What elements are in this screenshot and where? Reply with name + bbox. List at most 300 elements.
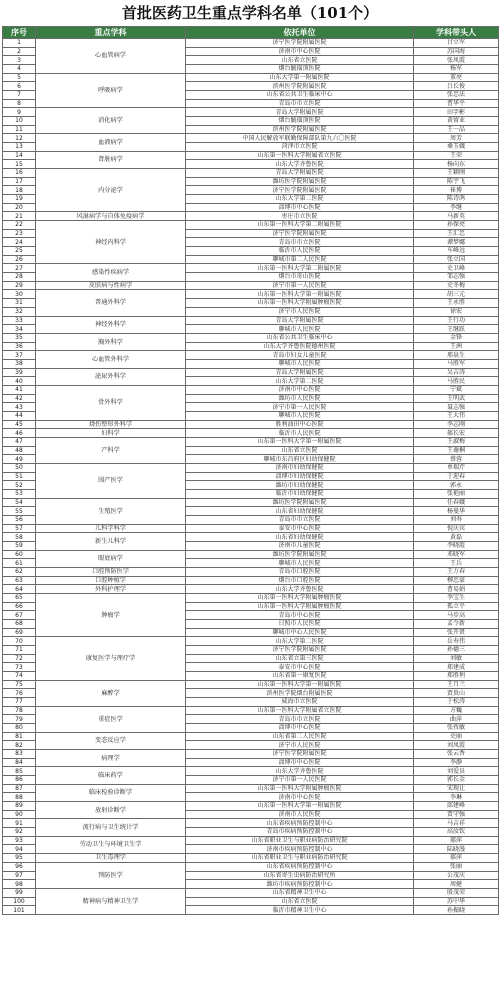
row-institution: 山东省公共卫生临床中心 (186, 333, 414, 342)
row-leader: 刘爱员 (414, 767, 499, 776)
row-institution: 泰安市中心医院 (186, 524, 414, 533)
row-seq: 64 (3, 585, 36, 594)
row-leader: 曹华平 (414, 99, 499, 108)
row-discipline: 血液病学 (36, 134, 186, 151)
row-leader: 宋现让 (414, 784, 499, 793)
row-discipline: 临床检验诊断学 (36, 784, 186, 801)
table-row (3, 637, 499, 646)
row-seq: 97 (3, 871, 36, 880)
row-seq: 29 (3, 281, 36, 290)
row-leader: 田字彬 (414, 108, 499, 117)
row-institution: 聊城市人民医院 (186, 325, 414, 334)
row-institution: 潍坊医学院附属医院 (186, 550, 414, 559)
row-institution: 烟台毓璜顶医院 (186, 117, 414, 126)
row-institution: 山东省立第三医院 (186, 654, 414, 663)
table-row (3, 212, 499, 221)
row-leader: 曹易娟 (414, 585, 499, 594)
row-institution: 山东省公共卫生临床中心 (186, 91, 414, 100)
row-discipline: 泌尿外科学 (36, 368, 186, 385)
row-institution: 济南市疾病预防控制中心 (186, 845, 414, 854)
row-institution: 泰安市中心医院 (186, 663, 414, 672)
row-institution: 临沂市人民医院 (186, 247, 414, 256)
row-seq: 32 (3, 307, 36, 316)
row-discipline: 康复医学与理疗学 (36, 637, 186, 680)
row-institution: 济南市中心医院 (186, 793, 414, 802)
row-seq: 94 (3, 845, 36, 854)
row-institution: 滨州医学院附属医院 (186, 125, 414, 134)
table-row (3, 819, 499, 828)
row-institution: 济宁医学院附属医院 (186, 750, 414, 759)
row-discipline: 口腔预防医学 (36, 567, 186, 576)
row-leader: 陈宇飞 (414, 177, 499, 186)
row-seq: 57 (3, 524, 36, 533)
table-row (3, 429, 499, 438)
row-institution: 济南市儿童医院 (186, 541, 414, 550)
row-leader: 金锋 (414, 333, 499, 342)
row-discipline: 神经内科学 (36, 221, 186, 264)
row-leader: 马胜军 (414, 359, 499, 368)
row-institution: 淄博市中心医院 (186, 203, 414, 212)
row-seq: 100 (3, 897, 36, 906)
row-discipline: 普通外科学 (36, 290, 186, 316)
row-leader: 李晓霞 (414, 541, 499, 550)
row-seq: 98 (3, 880, 36, 889)
row-leader: 马步高 (414, 611, 499, 620)
row-leader: 郝长宏 (414, 429, 499, 438)
row-leader: 倪庆宾 (414, 524, 499, 533)
row-seq: 21 (3, 212, 36, 221)
row-institution: 济南市中心医院 (186, 47, 414, 56)
row-leader: 柳忠豪 (414, 576, 499, 585)
row-leader: 单瑞芹 (414, 463, 499, 472)
row-institution: 枣庄市立医院 (186, 212, 414, 221)
table-row (3, 750, 499, 759)
row-leader: 苏国海 (414, 47, 499, 56)
row-institution: 山东大学齐鲁医院 (186, 767, 414, 776)
row-seq: 22 (3, 221, 36, 230)
row-leader: 于松涛 (414, 698, 499, 707)
row-institution: 山东第一医科大学附属肿瘤医院 (186, 784, 414, 793)
row-leader: 王洲 (414, 342, 499, 351)
row-leader: 王永胜 (414, 299, 499, 308)
row-seq: 24 (3, 238, 36, 247)
row-institution: 山东大学第二医院 (186, 195, 414, 204)
row-seq: 47 (3, 437, 36, 446)
row-institution: 济宁医学院附属医院 (186, 229, 414, 238)
row-leader: 张丽 (414, 862, 499, 871)
table-row (3, 420, 499, 429)
row-leader: 王谢桐 (414, 446, 499, 455)
table-row (3, 550, 499, 559)
row-seq: 81 (3, 732, 36, 741)
row-leader: 王汇忠 (414, 229, 499, 238)
row-seq: 55 (3, 507, 36, 516)
row-leader: 张立国 (414, 255, 499, 264)
row-discipline: 烧伤整形外科学 (36, 420, 186, 429)
row-discipline: 放射诊断学 (36, 802, 186, 819)
row-seq: 61 (3, 559, 36, 568)
row-seq: 14 (3, 151, 36, 160)
table-body (3, 39, 499, 915)
row-institution: 山东大学齐鲁医院 (186, 585, 414, 594)
row-institution: 聊城市人民医院 (186, 359, 414, 368)
row-institution: 山东省疾病预防控制中心 (186, 819, 414, 828)
row-discipline: 骨外科学 (36, 385, 186, 420)
row-leader: 史卫峰 (414, 264, 499, 273)
table-row (3, 680, 499, 689)
row-seq: 76 (3, 689, 36, 698)
row-leader: 甘立军 (414, 39, 499, 48)
table-row (3, 533, 499, 542)
row-institution: 聊城市人民医院 (186, 411, 414, 420)
row-leader: 公茂庆 (414, 871, 499, 880)
row-leader: 王行功 (414, 316, 499, 325)
table-row (3, 169, 499, 178)
row-institution: 青岛市市立医院 (186, 515, 414, 524)
table-row (3, 437, 499, 446)
row-institution: 青岛市疾病预防控制中心 (186, 828, 414, 837)
row-discipline: 新生儿科学 (36, 533, 186, 550)
row-seq: 5 (3, 73, 36, 82)
row-seq: 40 (3, 377, 36, 386)
table-row (3, 567, 499, 576)
row-institution: 山东省职业卫生与职业病防治研究院 (186, 836, 414, 845)
row-seq: 60 (3, 550, 36, 559)
row-discipline: 围产医学 (36, 463, 186, 498)
row-leader: 王万春 (414, 567, 499, 576)
row-discipline: 心血管外科学 (36, 351, 186, 368)
row-institution: 山东第一医科大学附属省立医院 (186, 706, 414, 715)
row-seq: 25 (3, 247, 36, 256)
row-discipline: 肾脏病学 (36, 151, 186, 168)
row-leader: 张忠法 (414, 91, 499, 100)
row-seq: 85 (3, 767, 36, 776)
row-institution: 济宁市第一人民医院 (186, 281, 414, 290)
row-institution: 济南市人民医院 (186, 810, 414, 819)
row-institution: 聊城市人民医院 (186, 559, 414, 568)
row-leader: 张艳丽 (414, 489, 499, 498)
row-discipline: 消化病学 (36, 108, 186, 134)
row-institution: 山东第一医科大学附属肿瘤医院 (186, 594, 414, 603)
row-discipline: 呼吸病学 (36, 73, 186, 108)
table-row (3, 576, 499, 585)
row-leader: 王一品 (414, 125, 499, 134)
row-discipline: 肿瘤学 (36, 594, 186, 637)
row-seq: 82 (3, 741, 36, 750)
row-leader: 王月兰 (414, 680, 499, 689)
table-row (3, 108, 499, 117)
row-institution: 山东第一医科大学第一附属医院 (186, 802, 414, 811)
row-institution: 济宁医学院附属医院 (186, 39, 414, 48)
row-leader: 马吉祥 (414, 819, 499, 828)
row-institution: 潍坊医学院附属医院 (186, 177, 414, 186)
row-seq: 26 (3, 255, 36, 264)
row-discipline: 精神病与精神卫生学 (36, 888, 186, 914)
row-seq: 83 (3, 750, 36, 759)
row-leader: 车峰远 (414, 247, 499, 256)
row-leader: 郭永 (414, 481, 499, 490)
row-leader: 聂志强 (414, 403, 499, 412)
row-institution: 山东第一医科大学第二附属医院 (186, 221, 414, 230)
row-seq: 50 (3, 463, 36, 472)
row-seq: 2 (3, 47, 36, 56)
row-institution: 青岛大学附属医院 (186, 316, 414, 325)
row-institution: 日照市人民医院 (186, 620, 414, 629)
row-leader: 杨向东 (414, 160, 499, 169)
row-seq: 41 (3, 385, 36, 394)
row-seq: 6 (3, 82, 36, 91)
row-discipline: 心血管病学 (36, 39, 186, 74)
row-leader: 吕长俊 (414, 82, 499, 91)
row-institution: 济宁市第一人民医院 (186, 776, 414, 785)
row-institution: 中国人民解放军联勤保障部队第九六〇医院 (186, 134, 414, 143)
table-row (3, 498, 499, 507)
row-institution: 山东第一医科大学附属肿瘤医院 (186, 299, 414, 308)
row-institution: 青岛市市立医院 (186, 99, 414, 108)
row-institution: 青岛市口腔医院 (186, 567, 414, 576)
row-seq: 67 (3, 611, 36, 620)
row-discipline: 感染性疾病学 (36, 264, 186, 281)
row-leader: 李宝生 (414, 594, 499, 603)
row-institution: 威海市立医院 (186, 698, 414, 707)
row-leader: 谭梦娜 (414, 238, 499, 247)
table-row (3, 316, 499, 325)
row-discipline: 临床药学 (36, 767, 186, 784)
table-row (3, 385, 499, 394)
row-seq: 89 (3, 802, 36, 811)
row-seq: 19 (3, 195, 36, 204)
row-leader: 史冬梅 (414, 281, 499, 290)
table-row (3, 39, 499, 48)
row-seq: 7 (3, 91, 36, 100)
row-seq: 88 (3, 793, 36, 802)
row-seq: 11 (3, 125, 36, 134)
row-seq: 58 (3, 533, 36, 542)
row-leader: 王颖刚 (414, 169, 499, 178)
row-seq: 30 (3, 290, 36, 299)
header-discipline: 重点学科 (36, 27, 186, 39)
row-institution: 济宁医学院附属医院 (186, 186, 414, 195)
row-seq: 74 (3, 672, 36, 681)
row-leader: 贾守强 (414, 810, 499, 819)
row-leader: 孙振晓 (414, 906, 499, 915)
row-seq: 73 (3, 663, 36, 672)
header-institution: 依托单位 (186, 27, 414, 39)
row-institution: 山东大学齐鲁医院 (186, 160, 414, 169)
row-leader: 任春娥 (414, 498, 499, 507)
row-seq: 69 (3, 628, 36, 637)
row-leader: 王继跃 (414, 325, 499, 334)
table-row (3, 281, 499, 290)
row-leader: 岳寿伟 (414, 637, 499, 646)
row-institution: 青岛大学附属医院 (186, 169, 414, 178)
row-discipline: 外科护理学 (36, 585, 186, 594)
row-leader: 宁斌 (414, 385, 499, 394)
row-discipline: 内分泌学 (36, 169, 186, 212)
row-leader: 方巍 (414, 706, 499, 715)
row-institution: 济南市妇幼保健院 (186, 463, 414, 472)
row-seq: 80 (3, 724, 36, 733)
row-seq: 93 (3, 836, 36, 845)
row-seq: 38 (3, 359, 36, 368)
table-row (3, 73, 499, 82)
row-seq: 8 (3, 99, 36, 108)
table-row (3, 585, 499, 594)
row-leader: 马新英 (414, 212, 499, 221)
row-seq: 79 (3, 715, 36, 724)
row-institution: 山东省寄生虫病防治研究所 (186, 871, 414, 880)
row-leader: 杨军 (414, 65, 499, 74)
row-seq: 62 (3, 567, 36, 576)
row-discipline: 胸外科学 (36, 333, 186, 350)
row-institution: 淄博市中心医院 (186, 758, 414, 767)
row-leader: 王明武 (414, 394, 499, 403)
row-seq: 15 (3, 160, 36, 169)
row-seq: 27 (3, 264, 36, 273)
table-row (3, 524, 499, 533)
row-discipline: 产科学 (36, 437, 186, 463)
row-seq: 54 (3, 498, 36, 507)
row-leader: 孤立平 (414, 602, 499, 611)
row-seq: 9 (3, 108, 36, 117)
row-leader: 王大伟 (414, 411, 499, 420)
row-discipline: 预防医学 (36, 862, 186, 888)
row-seq: 52 (3, 481, 36, 490)
row-leader: 于迎春 (414, 472, 499, 481)
row-institution: 山东省立医院 (186, 897, 414, 906)
table-row (3, 767, 499, 776)
row-leader: 杨曼华 (414, 507, 499, 516)
row-seq: 16 (3, 169, 36, 178)
row-institution: 临沂市妇幼保健院 (186, 489, 414, 498)
row-institution: 青岛市市立医院 (186, 238, 414, 247)
row-institution: 济南市中心医院 (186, 385, 414, 394)
row-institution: 山东大学齐鲁医院德州医院 (186, 342, 414, 351)
row-institution: 山东省第一康复医院 (186, 672, 414, 681)
row-seq: 48 (3, 446, 36, 455)
table-row (3, 290, 499, 299)
row-leader: 刘敏 (414, 654, 499, 663)
row-leader: 周芳 (414, 134, 499, 143)
row-discipline: 生殖医学 (36, 498, 186, 524)
row-seq: 53 (3, 489, 36, 498)
table-row (3, 463, 499, 472)
row-seq: 33 (3, 316, 36, 325)
row-seq: 78 (3, 706, 36, 715)
row-seq: 3 (3, 56, 36, 65)
row-seq: 68 (3, 620, 36, 629)
row-discipline: 流行病与卫生统计学 (36, 819, 186, 836)
row-institution: 山东省疾病预防控制中心 (186, 862, 414, 871)
table-row (3, 888, 499, 897)
row-discipline: 病理学 (36, 750, 186, 767)
row-leader: 李志刚 (414, 420, 499, 429)
row-leader: 邱建峰 (414, 802, 499, 811)
row-leader: 郑胜利 (414, 672, 499, 681)
row-leader: 周健 (414, 880, 499, 889)
row-seq: 43 (3, 403, 36, 412)
row-seq: 70 (3, 637, 36, 646)
row-institution: 烟台毓璜顶医院 (186, 65, 414, 74)
row-institution: 淄博市中心医院 (186, 724, 414, 733)
row-institution: 潍坊市妇幼保健院 (186, 481, 414, 490)
row-discipline: 麻醉学 (36, 680, 186, 706)
row-leader: 徐宏 (414, 307, 499, 316)
row-leader: 邢泉生 (414, 351, 499, 360)
row-seq: 39 (3, 368, 36, 377)
row-seq: 28 (3, 273, 36, 282)
row-leader: 李琳 (414, 793, 499, 802)
row-seq: 34 (3, 325, 36, 334)
row-institution: 胜利油田中心医院 (186, 420, 414, 429)
row-discipline: 皮肤病与性病学 (36, 281, 186, 290)
row-leader: 郭长金 (414, 776, 499, 785)
row-leader: 孙保亮 (414, 221, 499, 230)
row-institution: 山东第一医科大学附属省立医院 (186, 151, 414, 160)
table-header-row (3, 27, 499, 39)
table-row (3, 802, 499, 811)
row-institution: 山东大学第一附属医院 (186, 73, 414, 82)
row-institution: 青岛市妇女儿童医院 (186, 351, 414, 360)
row-seq: 17 (3, 177, 36, 186)
row-seq: 4 (3, 65, 36, 74)
row-seq: 96 (3, 862, 36, 871)
row-leader: 董亮 (414, 73, 499, 82)
row-leader: 刘凤霞 (414, 741, 499, 750)
row-institution: 山东第一医科大学第一附属医院 (186, 680, 414, 689)
table-row (3, 264, 499, 273)
row-leader: 王淑梅 (414, 437, 499, 446)
header-leader: 学科带头人 (414, 27, 499, 39)
row-seq: 95 (3, 854, 36, 863)
row-discipline: 妇科学 (36, 429, 186, 438)
row-discipline: 变态反应学 (36, 732, 186, 749)
table-row (3, 836, 499, 845)
row-discipline: 重症医学 (36, 706, 186, 732)
row-institution: 聊城市东昌府区妇幼保健院 (186, 455, 414, 464)
row-leader: 苏中华 (414, 897, 499, 906)
table-row (3, 594, 499, 603)
row-institution: 青岛大学附属医院 (186, 368, 414, 377)
row-leader: 胡三元 (414, 290, 499, 299)
row-seq: 20 (3, 203, 36, 212)
row-leader: 高汝钦 (414, 828, 499, 837)
row-seq: 65 (3, 594, 36, 603)
row-seq: 91 (3, 819, 36, 828)
row-seq: 36 (3, 342, 36, 351)
page-title: 首批医药卫生重点学科名单（101个） (121, 4, 379, 22)
row-seq: 66 (3, 602, 36, 611)
row-leader: 桑玉娥 (414, 143, 499, 152)
row-institution: 烟台市口腔医院 (186, 576, 414, 585)
row-seq: 23 (3, 229, 36, 238)
row-discipline: 口腔种植学 (36, 576, 186, 585)
row-seq: 84 (3, 758, 36, 767)
row-institution: 山东省职业卫生与职业病防治研究院 (186, 854, 414, 863)
row-leader: 马胜民 (414, 377, 499, 386)
row-institution: 临沂市精神卫生中心 (186, 906, 414, 915)
row-seq: 99 (3, 888, 36, 897)
row-seq: 90 (3, 810, 36, 819)
row-leader: 曲萍 (414, 715, 499, 724)
row-institution: 聊城市第二人民医院 (186, 255, 414, 264)
row-institution: 山东省精神卫生中心 (186, 888, 414, 897)
row-institution: 山东省立医院 (186, 446, 414, 455)
row-institution: 滨州医学院烟台附属医院 (186, 689, 414, 698)
row-seq: 18 (3, 186, 36, 195)
row-leader: 张开贤 (414, 628, 499, 637)
row-institution: 青岛市市立医院 (186, 715, 414, 724)
